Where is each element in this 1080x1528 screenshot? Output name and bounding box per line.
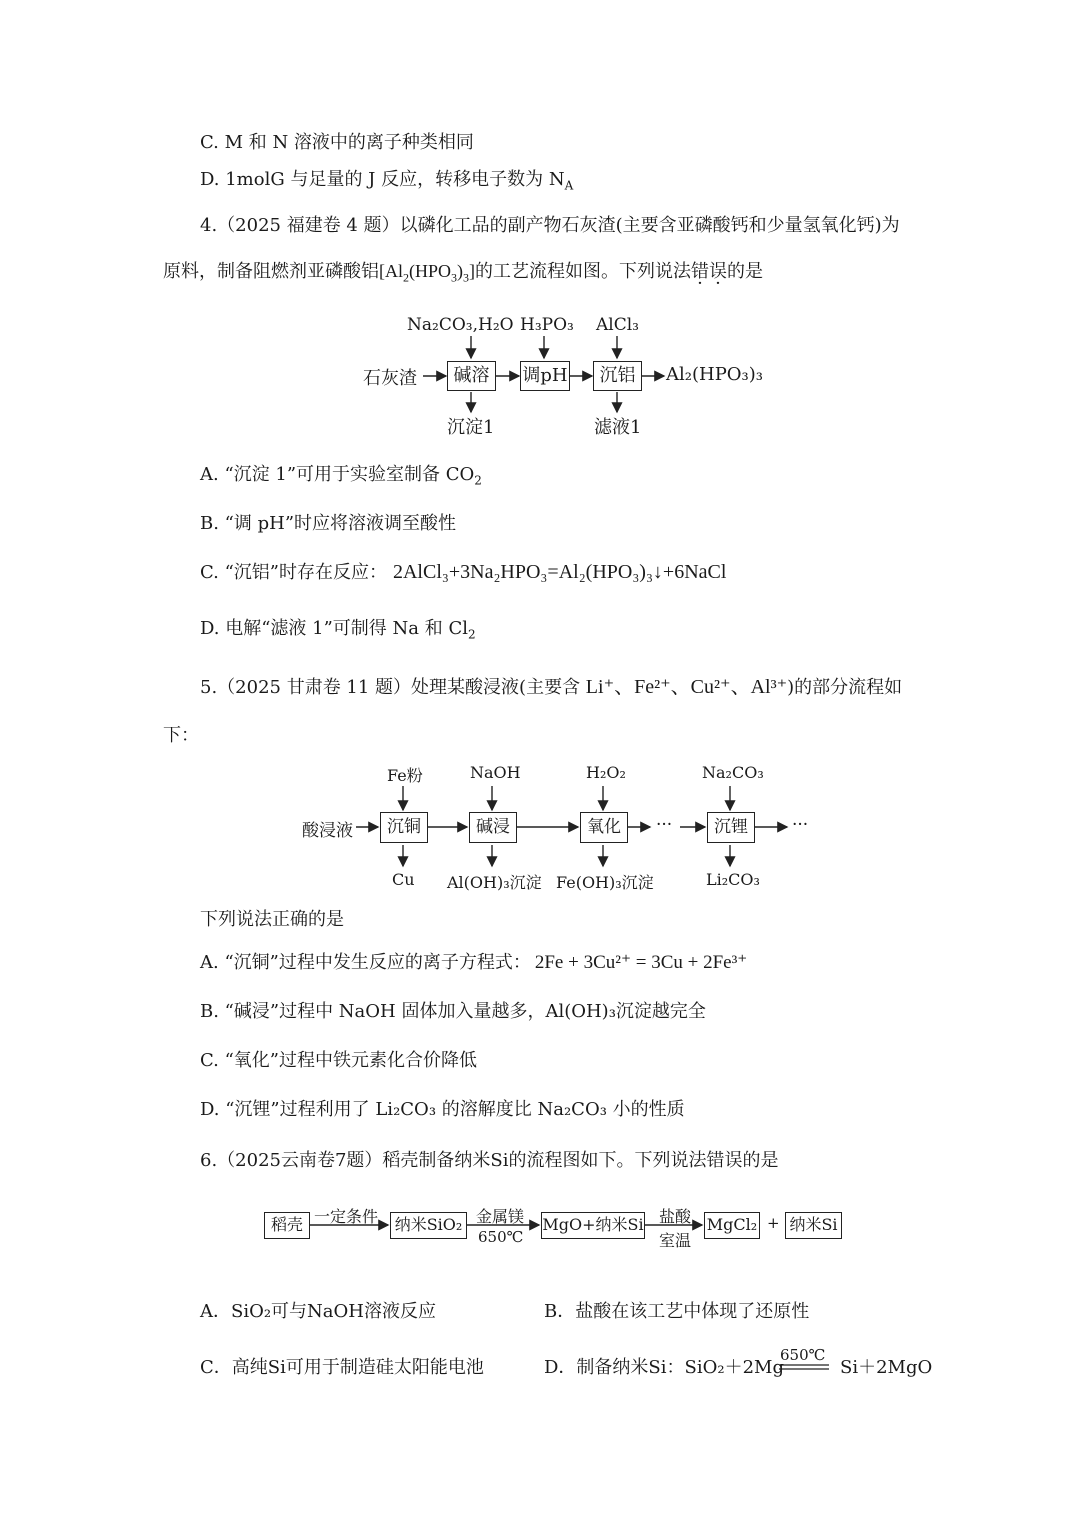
q4-option-c bbox=[200, 560, 726, 585]
q5-option-a-equation: 2Fe + 3Cu²⁺ = 3Cu + 2Fe³⁺ bbox=[534, 952, 748, 973]
q6-stem: 6.（2025云南卷7题）稻壳制备纳米Si的流程图如下。下列说法错误的是 bbox=[200, 1150, 779, 1171]
q5-question: 下列说法正确的是 bbox=[200, 909, 344, 930]
q3-option-d-text: D. 1molG 与足量的 J 反应，转移电子数为 N bbox=[200, 169, 565, 190]
q4-option-c-text: C. “沉铝”时存在反应： bbox=[200, 562, 387, 583]
q5-step-oxidize: 氧化 bbox=[580, 812, 628, 843]
q6-box-rice-husk: 稻壳 bbox=[264, 1212, 310, 1239]
q5-option-a-text: A. “沉铜”过程中发生反应的离子方程式： bbox=[200, 952, 531, 973]
q4-step-precipitate-al: 沉铝 bbox=[593, 361, 642, 391]
q5-stem-ions: Li⁺、Fe²⁺、Cu²⁺、Al³⁺ bbox=[585, 676, 788, 698]
q5-stem-pre: 5.（2025 甘肃卷 11 题）处理某酸浸液(主要含 bbox=[200, 677, 586, 698]
q5-reagent-3: H₂O₂ bbox=[586, 763, 626, 782]
q6-cond-3-top: 盐酸 bbox=[659, 1207, 692, 1226]
q6-option-c: C．高纯Si可用于制造硅太阳能电池 bbox=[200, 1357, 484, 1378]
q4-product: Al₂(HPO₃)₃ bbox=[666, 364, 764, 385]
q6-cond-2-bottom: 650℃ bbox=[478, 1228, 524, 1246]
q4-option-a-text: A. “沉淀 1”可用于实验室制备 CO bbox=[200, 464, 475, 485]
q5-stem-line1 bbox=[200, 675, 902, 700]
q5-output-3: Fe(OH)₃沉淀 bbox=[556, 873, 654, 892]
q5-option-c: C. “氧化”过程中铁元素化合价降低 bbox=[200, 1050, 477, 1071]
q5-reagent-2: NaOH bbox=[470, 763, 521, 782]
q4-emph-wu: 误 bbox=[709, 261, 728, 282]
q4-start: 石灰渣 bbox=[363, 368, 417, 389]
q6-option-d-product: Si＋2MgO bbox=[840, 1357, 933, 1378]
q6-cond-2-top: 金属镁 bbox=[476, 1207, 525, 1226]
q4-formula: $[Al_2(HPO_3)_3]$ bbox=[379, 261, 476, 285]
q6-box-mgcl2: MgCl₂ bbox=[704, 1212, 760, 1239]
q4-emph-cuo: 错 bbox=[691, 261, 710, 282]
q6-option-d-text: D．制备纳米Si：SiO₂＋2Mg bbox=[544, 1357, 784, 1378]
q4-step-alkali-dissolve: 碱溶 bbox=[447, 361, 496, 391]
q6-option-a: A．SiO₂可与NaOH溶液反应 bbox=[200, 1301, 436, 1322]
q5-output-1: Cu bbox=[392, 870, 415, 889]
q6-box-nano-si: 纳米Si bbox=[785, 1212, 842, 1239]
q5-output-2: Al(OH)₃沉淀 bbox=[447, 873, 542, 892]
q6-cond-3-bottom: 室温 bbox=[659, 1231, 692, 1250]
q5-output-4: Li₂CO₃ bbox=[706, 870, 760, 889]
q5-option-a bbox=[200, 951, 747, 975]
q5-reagent-4: Na₂CO₃ bbox=[702, 763, 764, 782]
q5-stem-line2: 下： bbox=[163, 725, 199, 746]
q4-option-d-text: D. 电解“滤液 1”可制得 Na 和 Cl bbox=[200, 618, 468, 639]
q5-option-b: B. “碱浸”过程中 NaOH 固体加入量越多，Al(OH)₃沉淀越完全 bbox=[200, 1001, 706, 1022]
q5-step-alkali-leach: 碱浸 bbox=[469, 812, 517, 843]
q5-step-precipitate-cu: 沉铜 bbox=[380, 812, 428, 843]
q5-dots-1: ··· bbox=[656, 815, 673, 835]
q4-stem-end: 的是 bbox=[727, 261, 764, 282]
q6-option-d bbox=[544, 1356, 932, 1380]
q6-option-d-condition: 650℃ bbox=[780, 1346, 826, 1364]
q4-reagent-3: AlCl₃ bbox=[596, 315, 639, 335]
q5-dots-2: ··· bbox=[792, 815, 809, 835]
q6-box-nano-sio2: 纳米SiO₂ bbox=[390, 1212, 467, 1239]
q4-step-adjust-ph: 调pH bbox=[520, 361, 570, 391]
q4-option-b: B. “调 pH”时应将溶液调至酸性 bbox=[200, 513, 457, 534]
q4-option-a: A. “沉淀 1”可用于实验室制备 $CO_2$ bbox=[200, 464, 482, 488]
q6-option-b: B．盐酸在该工艺中体现了还原性 bbox=[544, 1301, 810, 1322]
q6-box-mgo-si: MgO+纳米Si bbox=[541, 1212, 645, 1239]
q4-stem-line1: 4.（2025 福建卷 4 题）以磷化工品的副产物石灰渣(主要含亚磷酸钙和少量氢氧化钙)为 bbox=[200, 215, 900, 236]
q4-reagent-1: Na₂CO₃,H₂O bbox=[407, 315, 514, 335]
q4-reagent-2: H₃PO₃ bbox=[520, 315, 574, 335]
q3-option-c: C. M 和 N 溶液中的离子种类相同 bbox=[200, 132, 474, 153]
q5-start: 酸浸液 bbox=[302, 821, 353, 841]
q6-cond-1: 一定条件 bbox=[314, 1207, 379, 1226]
q4-stem-post: 的工艺流程如图。下列说法 bbox=[475, 261, 692, 282]
q4-output-precipitate1: 沉淀1 bbox=[447, 417, 495, 438]
q4-option-d: D. 电解“滤液 1”可制得 Na 和 $Cl_2$ bbox=[200, 618, 476, 642]
q4-output-filtrate1: 滤液1 bbox=[594, 417, 642, 438]
q5-step-precipitate-li: 沉锂 bbox=[707, 812, 755, 843]
q6-plus: + bbox=[767, 1214, 780, 1232]
q5-reagent-1: Fe粉 bbox=[387, 766, 423, 785]
q5-option-d: D. “沉锂”过程利用了 Li₂CO₃ 的溶解度比 Na₂CO₃ 小的性质 bbox=[200, 1099, 685, 1120]
q5-stem-post: )的部分流程如 bbox=[787, 677, 903, 698]
q3-option-d-sub: A bbox=[564, 178, 574, 193]
q4-option-c-equation: 2AlCl₃+3Na₂HPO₃=Al₂(HPO₃)₃↓+6NaCl bbox=[392, 561, 727, 583]
q4-stem-pre: 原料，制备阻燃剂亚磷酸铝 bbox=[163, 261, 379, 282]
